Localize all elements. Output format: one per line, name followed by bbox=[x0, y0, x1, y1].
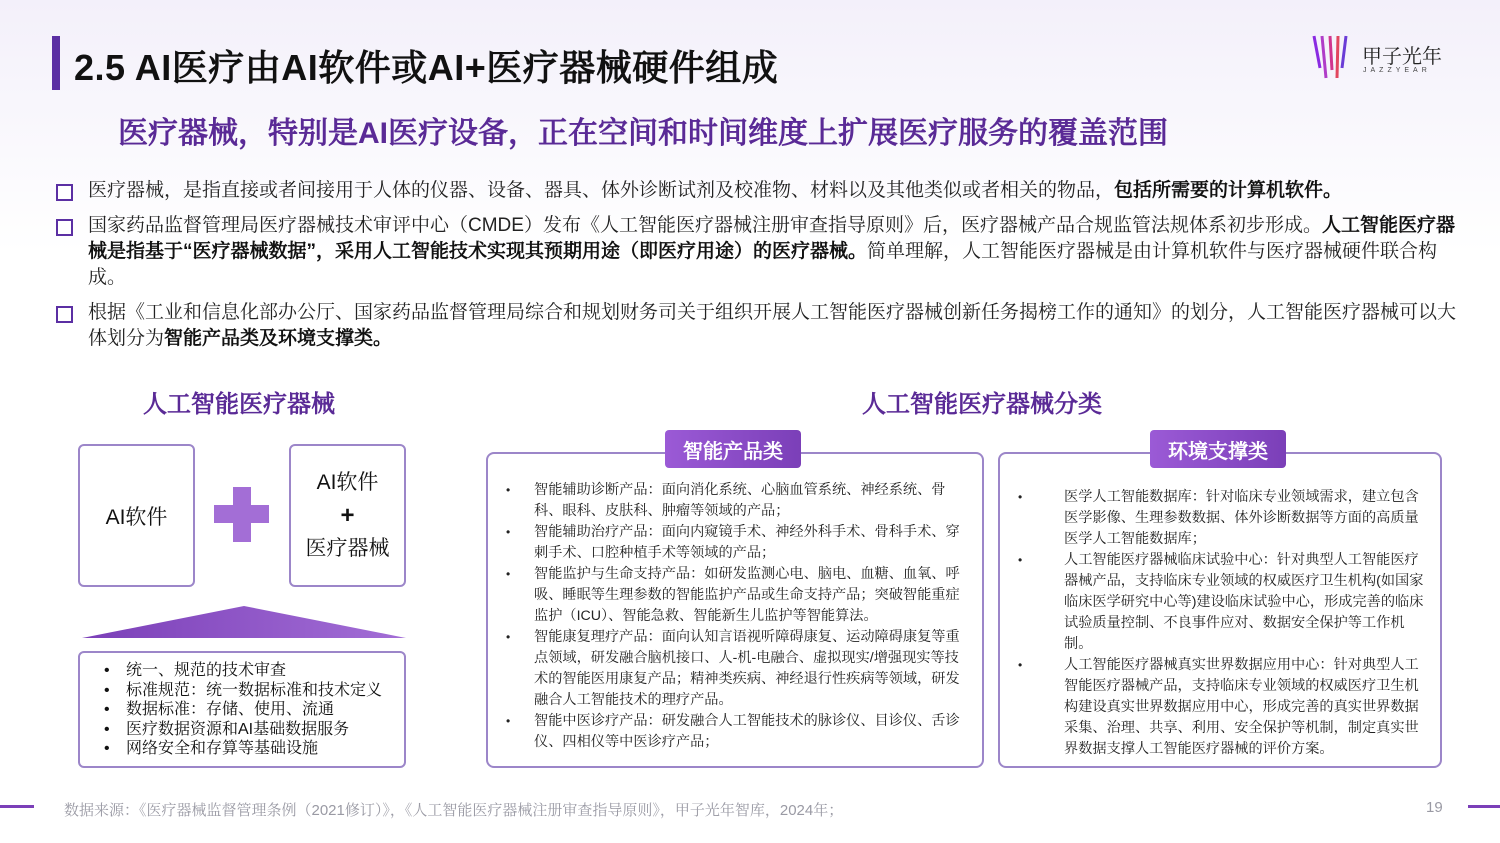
ai-hardware-box: AI软件 + 医疗器械 bbox=[289, 444, 406, 587]
page-number: 19 bbox=[1426, 799, 1443, 816]
plus-icon-vertical bbox=[233, 487, 251, 542]
products-tag: 智能产品类 bbox=[665, 430, 801, 468]
list-item: • 人工智能医疗器械真实世界数据应用中心：针对典型人工智能医疗器械产品，支持临床专业领域的权威医疗卫生机构建设真实世界数据应用中心，形成完善的真实世界数据采集、治理、共享、利用、安全保护等机制，制定真实世界数据支撑人工智能医疗器械的评价方案。 bbox=[1018, 655, 1426, 760]
bullet-item: 国家药品监督管理局医疗器械技术审评中心（CMDE）发布《人工智能医疗器械注册审查指导原则》后，医疗器械产品合规监管法规体系初步形成。人工智能医疗器械是指基于“医疗器械数据”，采用人工智能技术实现其预期用途（即医疗用途）的医疗器械。简单理解，人工智能医疗器械是由计算机软件与医疗器械硬件联合构成。 bbox=[56, 213, 1456, 291]
list-item: • 人工智能医疗器械临床试验中心：针对典型人工智能医疗器械产品，支持临床专业领域的权威医疗卫生机构(如国家临床医学研究中心等)建设临床试验中心，形成完善的临床试验质量控制、不良事件应对、数据安全保护等工作机制。 bbox=[1018, 550, 1426, 655]
environment-list bbox=[1018, 487, 1426, 760]
list-item: • 医疗数据资源和AI基础数据服务 bbox=[104, 720, 394, 740]
list-item: • 标准规范：统一数据标准和技术定义 bbox=[104, 681, 394, 701]
list-item: • 智能监护与生命支持产品：如研发监测心电、脑电、血糖、血氧、呼吸、睡眠等生理参数的智能监护产品或生命支持产品；突破智能重症监护（ICU）、智能急救、智能新生儿监护等智能算法。 bbox=[506, 564, 966, 627]
list-item: • 智能中医诊疗产品：研发融合人工智能技术的脉诊仪、目诊仪、舌诊仪、四相仪等中医诊疗产品； bbox=[506, 711, 966, 753]
bullet-item: 根据《工业和信息化部办公厅、国家药品监督管理局综合和规划财务司关于组织开展人工智能医疗器械创新任务揭榜工作的通知》的划分，人工智能医疗器械可以大体划分为智能产品类及环境支撑类。 bbox=[56, 300, 1456, 352]
list-item: • 智能康复理疗产品：面向认知言语视听障碍康复、运动障碍康复等重点领域，研发融合脑机接口、人-机-电融合、虚拟现实/增强现实等技术的智能医用康复产品；精神类疾病、神经退行性疾病等领域，研发融合人工智能技术的理疗产品。 bbox=[506, 627, 966, 711]
environment-tag: 环境支撑类 bbox=[1150, 430, 1286, 468]
list-item: • 医学人工智能数据库：针对临床专业领域需求，建立包含医学影像、生理参数数据、体外诊断数据等方面的高质量医学人工智能数据库； bbox=[1018, 487, 1426, 550]
page-title: 2.5 AI医疗由AI软件或AI+医疗器械硬件组成 bbox=[74, 47, 779, 88]
page-subtitle: 医疗器械，特别是AI医疗设备，正在空间和时间维度上扩展医疗服务的覆盖范围 bbox=[118, 117, 1168, 150]
list-item: • 统一、规范的技术审查 bbox=[104, 661, 394, 681]
ai-software-box: AI软件 bbox=[78, 444, 195, 587]
products-list bbox=[506, 480, 966, 753]
triangle-base-icon bbox=[82, 606, 406, 638]
title-accent-bar bbox=[52, 36, 60, 90]
list-item: • 网络安全和存算等基础设施 bbox=[104, 739, 394, 759]
list-item: • 智能辅助诊断产品：面向消化系统、心脑血管系统、神经系统、骨科、眼科、皮肤科、肿瘤等领域的产品； bbox=[506, 480, 966, 522]
intro-bullets bbox=[56, 178, 1456, 361]
list-item: • 智能辅助治疗产品：面向内窥镜手术、神经外科手术、骨科手术、穿刺手术、口腔种植手术等领域的产品； bbox=[506, 522, 966, 564]
section-heading-classification: 人工智能医疗器械分类 bbox=[862, 391, 1102, 418]
brand-name: 甲子光年 bbox=[1362, 44, 1442, 68]
foundation-list bbox=[78, 651, 406, 768]
data-source: 数据来源：《医疗器械监督管理条例（2021修订）》，《人工智能医疗器械注册审查指导原则》，甲子光年智库，2024年； bbox=[64, 802, 844, 819]
list-item: • 数据标准：存储、使用、流通 bbox=[104, 700, 394, 720]
bullet-item: 医疗器械，是指直接或者间接用于人体的仪器、设备、器具、体外诊断试剂及校准物、材料以及其他类似或者相关的物品，包括所需要的计算机软件。 bbox=[56, 178, 1456, 204]
section-heading-ai-devices: 人工智能医疗器械 bbox=[143, 391, 335, 418]
footer-line-left bbox=[0, 805, 34, 808]
footer-line-right bbox=[1468, 805, 1500, 808]
brand-sub: JAZZYEAR bbox=[1363, 67, 1431, 74]
